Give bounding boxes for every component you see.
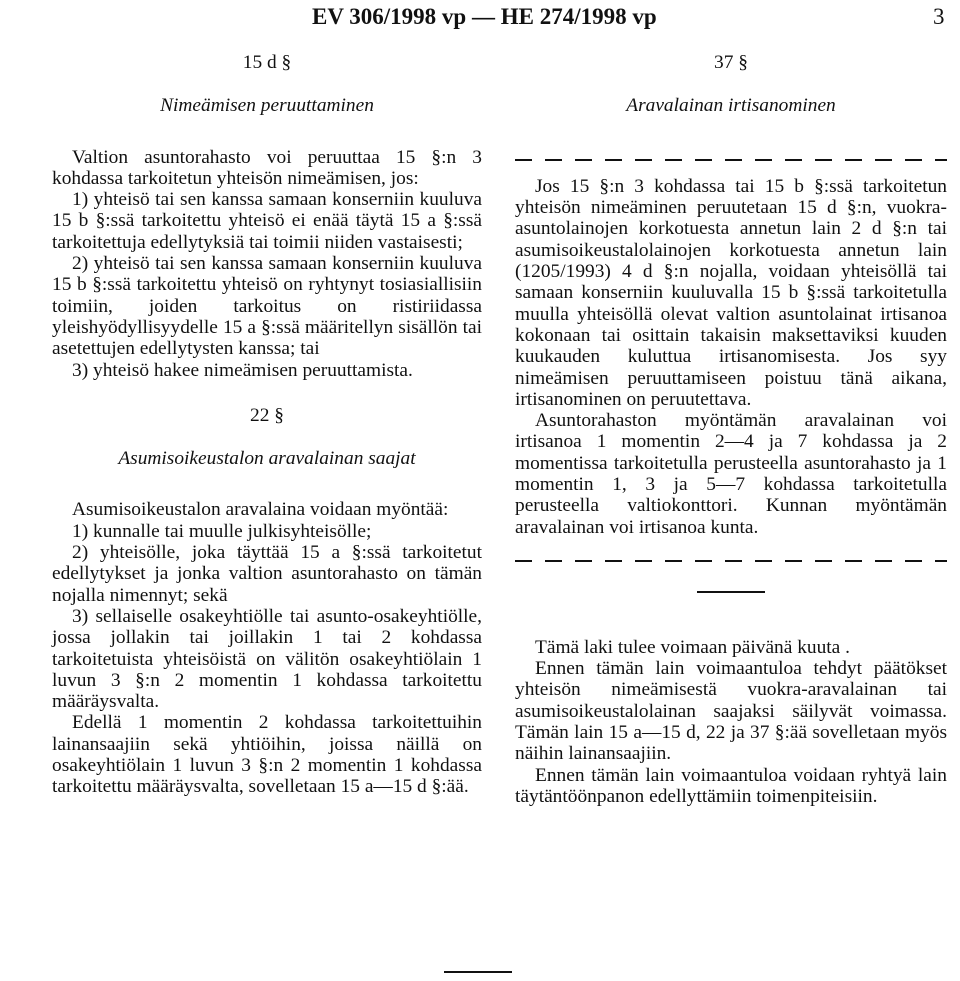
omission-dashes xyxy=(515,548,947,569)
section-number: 37 § xyxy=(714,52,748,73)
list-item: 3) sellaiselle osakeyhtiölle tai asunto-osakeyhtiölle, jossa jollakin tai joillakin 1 tai 2 kohdassa tarkoitetuista yhteisöistä on välitön osakeyhtiölain 1 luvun 3 §:n 2 momentin 1 kohdassa tarkoitettu määräysvalta. xyxy=(52,605,482,713)
list-item: 2) yhteisö tai sen kanssa samaan konserniin kuuluva 15 b §:ssä tarkoitettu yhteisö on ryhtynyt tosiasiallisiin toimiin, joiden tarkoitus on ristiriidassa yleishyödyllisyydelle 15 a §:ssä määritellyn sisällön tai asetettujen edellytysten kanssa; tai xyxy=(52,253,482,360)
page-number: 3 xyxy=(933,4,945,29)
paragraph: Asumisoikeustalon aravalaina voidaan myöntää: xyxy=(72,499,449,521)
right-column xyxy=(515,52,947,807)
paragraph: Ennen tämän lain voimaantuloa voidaan ryhtyä lain täytäntöönpanon edellyttämiin toimenpiteisiin. xyxy=(515,764,947,807)
section-number: 15 d § xyxy=(242,52,292,73)
section-number: 22 § xyxy=(250,404,284,426)
section-title: Nimeämisen peruuttaminen xyxy=(160,95,374,117)
list-item: 2) yhteisölle, joka täyttää 15 a §:ssä tarkoitetut edellytykset ja jonka valtion asuntorahasto on tämän nojalla nimennyt; sekä xyxy=(52,542,482,606)
paragraph: Ennen tämän lain voimaantuloa tehdyt päätökset yhteisön nimeämisestä vuokra-aravalainan tai asumisoikeustalolainan saajaksi säilyvät voimassa. Tämän lain 15 a—15 d, 22 ja 37 §:ää sovelletaan myös näihin lainansaajiin. xyxy=(515,658,947,765)
omission-dashes xyxy=(515,147,947,168)
paragraph: Valtion asuntorahasto voi peruuttaa 15 §:n 3 kohdassa tarkoitetun yhteisön nimeämisen, jos: xyxy=(52,146,482,189)
document-header-title: EV 306/1998 vp — HE 274/1998 vp xyxy=(312,4,657,29)
paragraph: Asuntorahaston myöntämän aravalainan voi irtisanoa 1 momentin 2—4 ja 7 kohdassa ja 2 momentissa tarkoitetulla perusteella asuntorahasto ja 1 momentin 1, 3 ja 5—7 kohdassa tarkoitetulla perusteella valtiokonttori. Kunnan myöntämän aravalainan voi irtisanoa kunta. xyxy=(515,410,947,538)
list-item: 1) kunnalle tai muulle julkisyhteisölle; xyxy=(72,520,372,542)
section-title: Asumisoikeustalon aravalainan saajat xyxy=(118,448,416,470)
list-item: 3) yhteisö hakee nimeämisen peruuttamista. xyxy=(72,359,413,381)
paragraph: Tämä laki tulee voimaan päivänä kuuta . xyxy=(535,636,850,658)
list-item: 1) yhteisö tai sen kanssa samaan konserniin kuuluva 15 b §:ssä tarkoitettu yhteisö ei enää täytä 15 a §:ssä tarkoitettuja edellytyksiä tai toimii niiden vastaisesti; xyxy=(52,189,482,253)
footer-rule xyxy=(444,971,512,973)
section-divider xyxy=(697,591,765,593)
left-column xyxy=(52,52,482,798)
section-title: Aravalainan irtisanominen xyxy=(626,95,836,117)
paragraph: Edellä 1 momentin 2 kohdassa tarkoitettuihin lainansaajiin sekä yhtiöihin, joissa näillä on osakeyhtiölain 1 luvun 3 §:n 2 momentin 1 kohdassa tarkoitettu määräysvalta, sovelletaan 15 a—15 d §:ää. xyxy=(52,712,482,798)
paragraph: Jos 15 §:n 3 kohdassa tai 15 b §:ssä tarkoitetun yhteisön nimeäminen peruutetaan 15 d §:n, vuokra-asuntolainojen korkotuesta annetun lain 2 d §:n tai asumisoikeustalolainojen korkotuesta annetun lain (1205/1993) 4 d §:n nojalla, voidaan yhteisöllä tai samaan konserniin kuuluvalla 15 b §:ssä tarkoitetulla muulla yhteisöllä olevat valtion asuntolainat irtisanoa kokonaan tai osittain takaisin maksettaviksi kuuden kuukauden kuluttua irtisanomisesta. Jos syy nimeämisen peruuttamiseen poistuu tänä aikana, irtisanominen on peruutettava. xyxy=(515,175,947,410)
